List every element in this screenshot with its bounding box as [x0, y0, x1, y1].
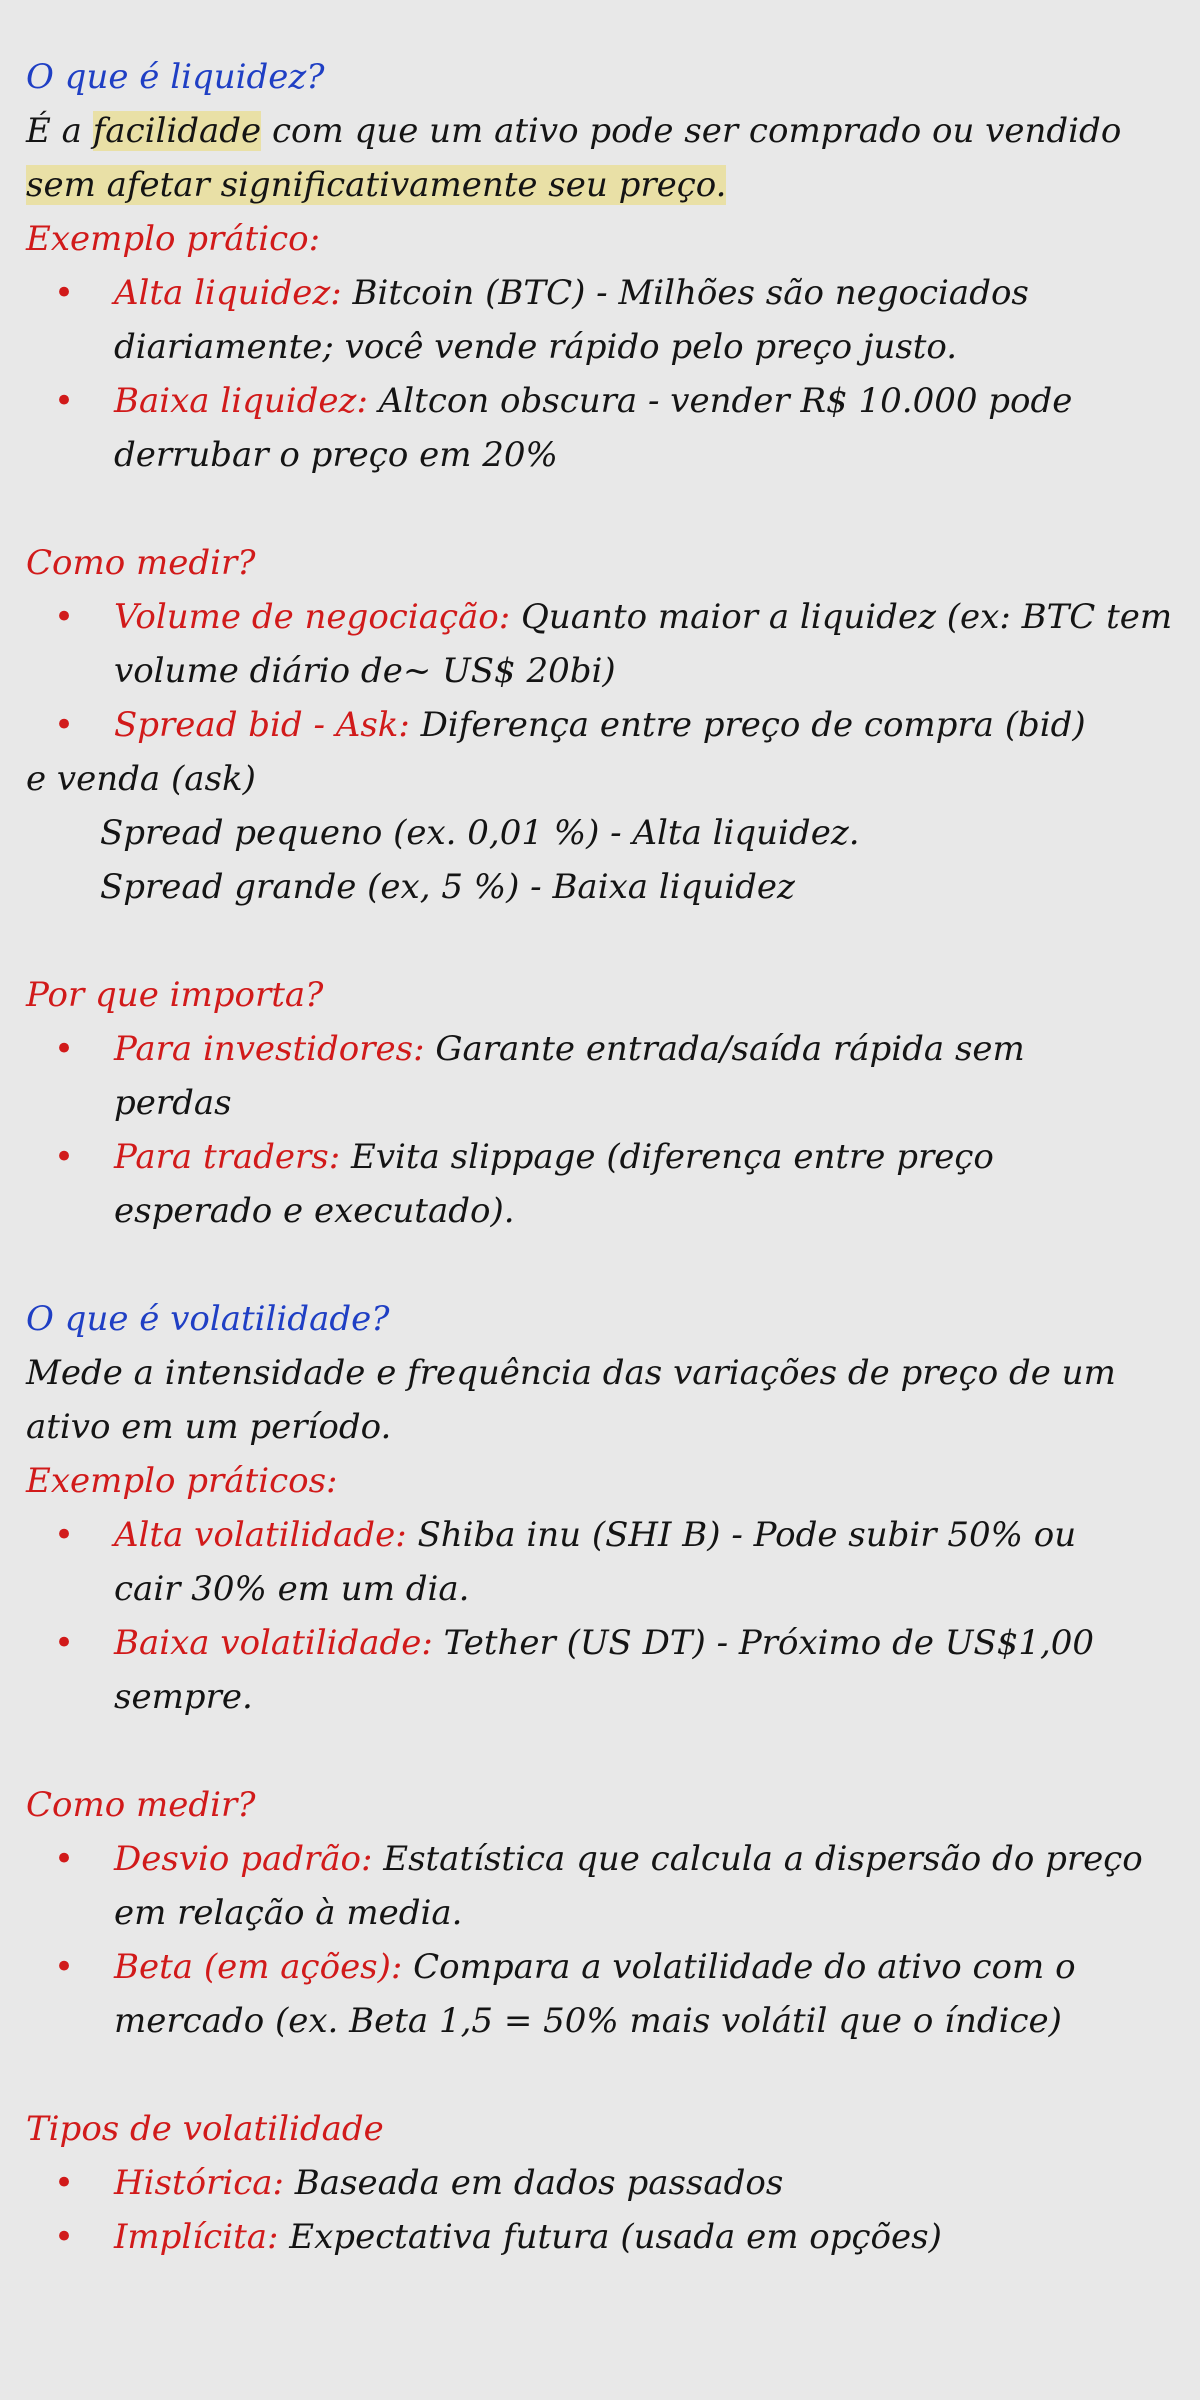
bullet-icon: • [54, 597, 75, 637]
bullet-text: Bitcoin (BTC) - Milhões são negociados [341, 273, 1029, 313]
liquidez-example-heading: Exemplo prático: [26, 219, 321, 259]
bullet-continuation: esperado e executado). [114, 1191, 515, 1231]
spacer [26, 482, 1174, 536]
definition-text: com que um ativo pode ser comprado ou vendido [261, 111, 1122, 151]
liquidez-importance-heading: Por que importa? [26, 975, 324, 1015]
bullet-continuation: mercado (ex. Beta 1,5 = 50% mais volátil que o índice) [114, 2001, 1062, 2041]
bullet-label: Histórica: [114, 2163, 284, 2203]
bullet-text: Diferença entre preço de compra (bid) [409, 705, 1086, 745]
bullet-icon: • [54, 1839, 75, 1879]
bullet-continuation: em relação à media. [114, 1893, 463, 1933]
spread-small-text: Spread pequeno (ex. 0,01 %) - Alta liquidez. [100, 813, 860, 853]
bullet-item [26, 1022, 1174, 1076]
bullet-label: Beta (em ações): [114, 1947, 403, 1987]
bullet-item [26, 374, 1174, 428]
bullet-item [26, 1508, 1174, 1562]
volatilidade-definition-line-2: ativo em um período. [26, 1407, 392, 1447]
bullet-text: Tether (US DT) - Próximo de US$1,00 [432, 1623, 1095, 1663]
bullet-icon: • [54, 2217, 75, 2257]
bullet-item [26, 1832, 1174, 1886]
liquidez-title: O que é liquidez? [26, 57, 325, 97]
bullet-text: Compara a volatilidade do ativo com o [402, 1947, 1076, 1987]
bullet-continuation: diariamente; você vende rápido pelo preço justo. [114, 327, 958, 367]
bullet-continuation: volume diário de~ US$ 20bi) [114, 651, 616, 691]
bullet-text: Evita slippage (diferença entre preço [340, 1137, 994, 1177]
bullet-icon: • [54, 1947, 75, 1987]
bullet-continuation: cair 30% em um dia. [114, 1569, 470, 1609]
highlighted-phrase: sem afetar significativamente seu preço. [26, 165, 727, 205]
bullet-icon: • [54, 1137, 75, 1177]
bullet-label: Alta liquidez: [114, 273, 342, 313]
bullet-text: Garante entrada/saída rápida sem [424, 1029, 1025, 1069]
bullet-continuation: derrubar o preço em 20% [114, 435, 558, 475]
bullet-icon: • [54, 705, 75, 745]
liquidez-definition-line-1 [26, 104, 1174, 158]
bullet-label: Baixa liquidez: [114, 381, 368, 421]
bullet-continuation: perdas [114, 1083, 232, 1123]
liquidez-measure-heading: Como medir? [26, 543, 256, 583]
volatilidade-example-heading: Exemplo práticos: [26, 1461, 338, 1501]
volatilidade-types-heading: Tipos de volatilidade [26, 2109, 384, 2149]
bullet-text: Altcon obscura - vender R$ 10.000 pode [367, 381, 1073, 421]
bullet-item [26, 1940, 1174, 1994]
volatilidade-measure-heading: Como medir? [26, 1785, 256, 1825]
bullet-label: Para investidores: [114, 1029, 425, 1069]
bullet-label: Volume de negociação: [114, 597, 511, 637]
bullet-icon: • [54, 381, 75, 421]
bullet-label: Baixa volatilidade: [114, 1623, 433, 1663]
definition-text: É a [26, 111, 93, 151]
bullet-icon: • [54, 1623, 75, 1663]
bullet-item [26, 2210, 1174, 2264]
volatilidade-definition-line-1: Mede a intensidade e frequência das variações de preço de um [26, 1353, 1116, 1393]
spacer [26, 914, 1174, 968]
bullet-icon: • [54, 2163, 75, 2203]
wrapped-text: e venda (ask) [26, 759, 256, 799]
liquidez-definition-line-2 [26, 158, 1174, 212]
bullet-item [26, 698, 1174, 752]
bullet-text: Expectativa futura (usada em opções) [278, 2217, 942, 2257]
bullet-label: Implícita: [114, 2217, 279, 2257]
bullet-label: Spread bid - Ask: [114, 705, 410, 745]
bullet-text: Shiba inu (SHI B) - Pode subir 50% ou [406, 1515, 1077, 1555]
bullet-continuation: sempre. [114, 1677, 253, 1717]
bullet-label: Desvio padrão: [114, 1839, 373, 1879]
bullet-label: Para traders: [114, 1137, 341, 1177]
spacer [26, 1238, 1174, 1292]
bullet-icon: • [54, 273, 75, 313]
bullet-item [26, 266, 1174, 320]
bullet-label: Alta volatilidade: [114, 1515, 407, 1555]
highlighted-word: facilidade [92, 111, 262, 151]
bullet-text: Quanto maior a liquidez (ex: BTC tem [510, 597, 1173, 637]
bullet-text: Estatística que calcula a dispersão do preço [372, 1839, 1143, 1879]
bullet-icon: • [54, 1029, 75, 1069]
bullet-text: Baseada em dados passados [284, 2163, 784, 2203]
bullet-item [26, 1130, 1174, 1184]
bullet-item [26, 1616, 1174, 1670]
spread-large-text: Spread grande (ex, 5 %) - Baixa liquidez [100, 867, 795, 907]
volatilidade-title: O que é volatilidade? [26, 1299, 390, 1339]
spacer [26, 2048, 1174, 2102]
bullet-item [26, 590, 1174, 644]
spacer [26, 1724, 1174, 1778]
bullet-icon: • [54, 1515, 75, 1555]
bullet-item [26, 2156, 1174, 2210]
